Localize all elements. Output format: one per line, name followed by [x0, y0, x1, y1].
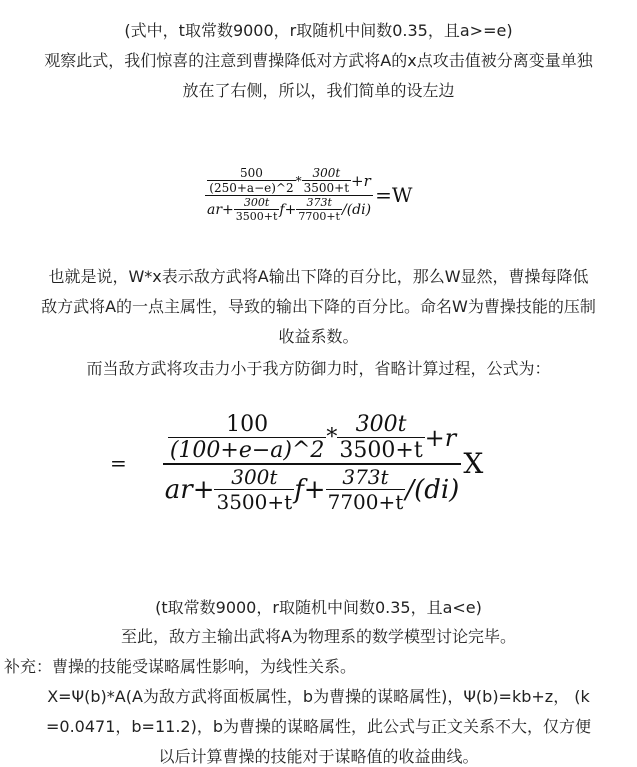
f2-f: f+	[294, 474, 326, 505]
f2-n1-num: 100	[226, 412, 269, 437]
f2-n1-den: (100+e−a)^2	[169, 438, 325, 463]
f2-ar: ar+	[164, 474, 215, 505]
paragraph-supplement-3: =0.0471，b=11.2)，b为曹操的谋略属性，此公式与正文关系不大，仅方便	[46, 717, 591, 736]
paragraph-meaning-1: 也就是说，W*x表示敌方武将A输出下降的百分比，那么W显然，曹操每降低	[48, 267, 589, 286]
formula-w	[205, 166, 412, 223]
paragraph-case-2: 而当敌方武将攻击力小于我方防御力时，省略计算过程，公式为：	[86, 359, 551, 378]
paragraph-observe-2: 放在了右侧，所以，我们简单的设左边	[182, 81, 455, 100]
f1-d2-den: 7700+t	[298, 210, 340, 223]
f2-plus-r: +r	[424, 423, 457, 452]
f2-star: *	[326, 425, 338, 450]
f2-d1-num: 300t	[231, 465, 278, 489]
f1-frac-d2	[296, 196, 342, 223]
f1-f: f+	[279, 201, 297, 218]
f1-frac-d1	[234, 196, 280, 223]
f1-n2-den: 3500+t	[303, 181, 350, 195]
f1-n1-den: (250+a−e)^2	[209, 181, 294, 195]
paragraph-supplement-4: 以后计算曹操的技能对于谋略值的收益曲线。	[158, 747, 479, 766]
formula-x	[110, 412, 483, 514]
f2-frac-d1	[214, 465, 294, 514]
f1-tail: /(di)	[341, 201, 372, 218]
paragraph-supplement-2: X=Ψ(b)*A(A为敌方武将面板属性，b为曹操的谋略属性)，Ψ(b)=kb+z， (k	[47, 687, 590, 706]
f2-equals: =	[110, 451, 127, 475]
f2-tail: /(di)	[405, 474, 460, 505]
f1-n1-num: 500	[239, 166, 263, 180]
f1-d1-num: 300t	[243, 196, 270, 209]
f2-frac-300t	[337, 412, 424, 463]
f2-d1-den: 3500+t	[216, 490, 293, 514]
f2-d2-den: 7700+t	[327, 490, 404, 514]
f1-d1-den: 3500+t	[235, 210, 278, 223]
f2-frac-100	[168, 412, 327, 463]
f2-n2-num: 300t	[355, 412, 407, 437]
paragraph-meaning-2: 敌方武将A的一点主属性，导致的输出下降的百分比。命名W为曹操技能的压制	[41, 297, 596, 316]
paragraph-meaning-3: 收益系数。	[278, 327, 359, 346]
f1-result: =W	[375, 182, 413, 207]
f2-result: X	[463, 446, 484, 480]
f1-n2-num: 300t	[312, 166, 341, 180]
paragraph-observe-1: 观察此式，我们惊喜的注意到曹操降低对方武将A的x点攻击值被分离变量单独	[44, 51, 593, 70]
f2-d2-num: 373t	[342, 465, 389, 489]
f1-star: *	[295, 173, 302, 188]
f2-n2-den: 3500+t	[339, 438, 423, 463]
f1-frac-500	[207, 166, 295, 195]
paragraph-conclusion: 至此，敌方主输出武将A为物理系的数学模型讨论完毕。	[121, 627, 516, 646]
paragraph-supplement: 补充：曹操的技能受谋略属性影响，为线性关系。	[4, 657, 357, 676]
f1-ar: ar+	[207, 201, 234, 218]
f2-frac-d2	[326, 465, 406, 514]
f1-plus-r: +r	[351, 171, 371, 190]
condition-line-2: (t取常数9000，r取随机中间数0.35，且a<e)	[155, 598, 482, 617]
f1-frac-300t	[302, 166, 351, 195]
f1-d2-num: 373t	[306, 196, 332, 209]
condition-line-1: (式中，t取常数9000，r取随机中间数0.35，且a>=e)	[124, 21, 513, 40]
